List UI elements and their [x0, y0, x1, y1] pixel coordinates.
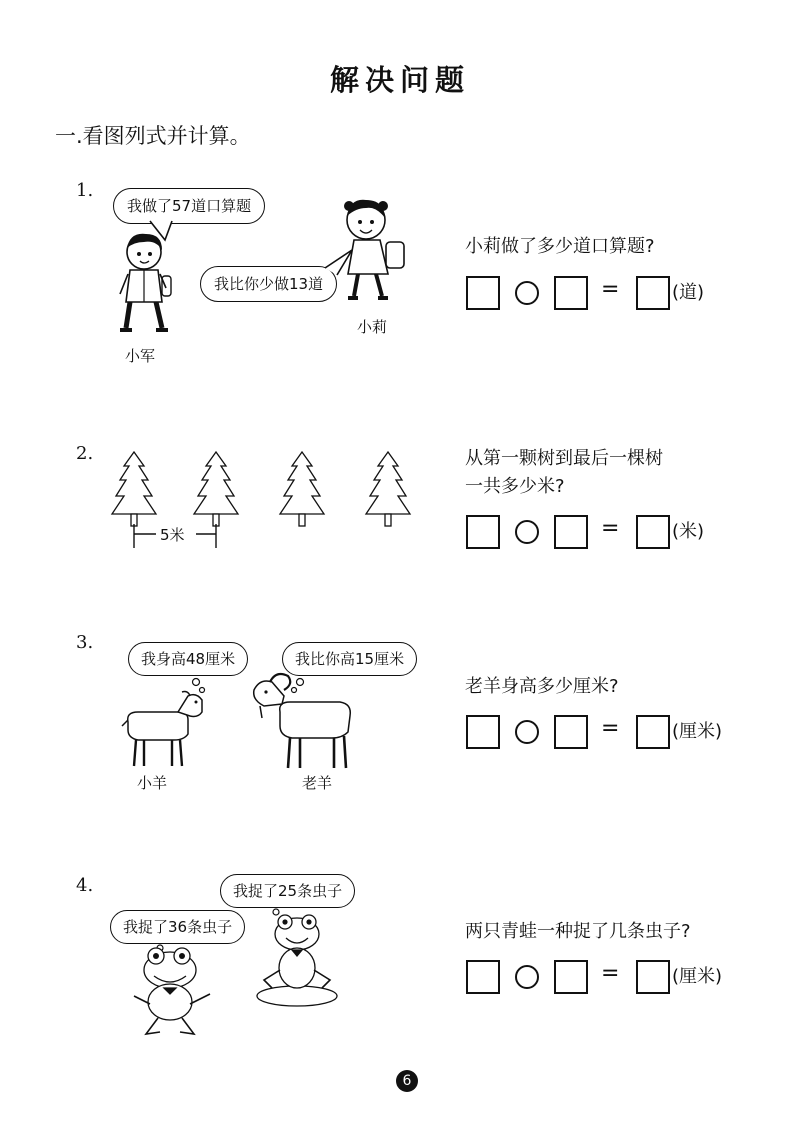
problem-4-question: 两只青蛙一种捉了几条虫子? — [465, 921, 691, 942]
problem-2-number: 2. — [76, 443, 94, 464]
unit-label: (厘米) — [672, 721, 723, 742]
label-small-goat: 小羊 — [137, 774, 168, 792]
problem-2-question-line-1: 从第一颗树到最后一棵树 — [465, 448, 663, 469]
answer-box[interactable] — [466, 960, 500, 994]
label-xiaojun: 小军 — [125, 347, 156, 365]
problem-4-speech-right-frog: 我捉了25条虫子 — [220, 874, 355, 908]
problem-4-speech-left-frog: 我捉了36条虫子 — [110, 910, 245, 944]
page-number: 6 — [396, 1070, 418, 1092]
section-heading: 一.看图列式并计算。 — [55, 124, 251, 148]
unit-label: (米) — [672, 521, 705, 542]
label-old-goat: 老羊 — [302, 774, 333, 792]
problem-3-speech-small-goat: 我身高48厘米 — [128, 642, 248, 676]
right-frog-illustration — [252, 910, 342, 1010]
page-title: 解决问题 — [329, 63, 470, 97]
problem-3-number: 3. — [76, 632, 94, 653]
answer-box[interactable] — [554, 960, 588, 994]
problem-3-speech-old-goat: 我比你高15厘米 — [282, 642, 417, 676]
equals-sign: = — [601, 716, 620, 741]
problem-1-speech-girl: 我比你少做13道 — [200, 266, 337, 302]
unit-label: (厘米) — [672, 966, 723, 987]
problem-1-question: 小莉做了多少道口算题? — [465, 236, 655, 257]
problem-3-question: 老羊身高多少厘米? — [465, 676, 619, 697]
problem-2-question-line-2: 一共多少米? — [465, 476, 565, 497]
label-xiaoli: 小莉 — [357, 318, 388, 336]
equals-sign: = — [601, 961, 620, 986]
problem-1-number: 1. — [76, 180, 94, 201]
unit-label: (道) — [672, 282, 705, 303]
problem-1-speech-boy: 我做了57道口算题 — [113, 188, 265, 224]
problem-4-number: 4. — [76, 875, 94, 896]
equals-sign: = — [601, 277, 620, 302]
result-box[interactable] — [636, 960, 670, 994]
left-frog-illustration — [128, 944, 218, 1038]
operator-circle[interactable] — [515, 965, 539, 989]
equals-sign: = — [601, 516, 620, 541]
distance-label: 5米 — [160, 526, 185, 544]
